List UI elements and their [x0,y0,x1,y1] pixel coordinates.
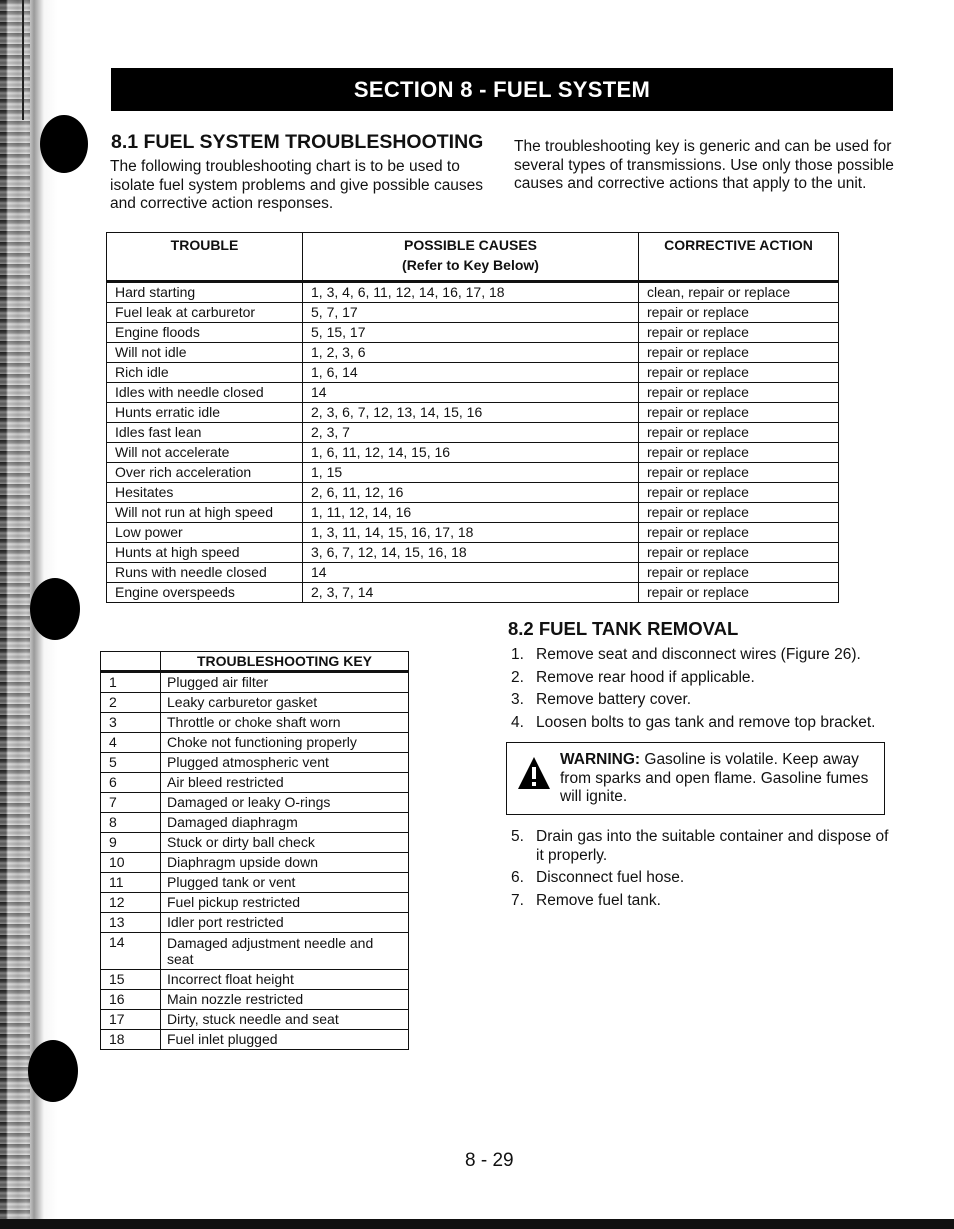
table-row [107,463,839,483]
action-cell: repair or replace [639,483,839,503]
action-cell: repair or replace [639,403,839,423]
action-cell: repair or replace [639,503,839,523]
step-item [511,828,891,865]
key-description: Stuck or dirty ball check [161,833,409,853]
troubleshooting-heading: 8.1 FUEL SYSTEM TROUBLESHOOTING [111,131,484,153]
table-row [107,483,839,503]
column-header-trouble: TROUBLE [107,233,303,282]
key-description: Leaky carburetor gasket [161,693,409,713]
table-row [107,282,839,303]
key-description: Damaged adjustment needle and seat [161,933,409,970]
table-row [107,563,839,583]
trouble-cell: Will not accelerate [107,443,303,463]
fuel-tank-removal-heading: 8.2 FUEL TANK REMOVAL [508,618,739,639]
page-number: 8 - 29 [465,1150,514,1171]
causes-cell: 5, 7, 17 [303,303,639,323]
causes-cell: 1, 11, 12, 14, 16 [303,503,639,523]
key-row [101,733,409,753]
key-description: Plugged atmospheric vent [161,753,409,773]
key-number: 5 [101,753,161,773]
key-number: 18 [101,1030,161,1050]
table-row [107,443,839,463]
trouble-cell: Hunts erratic idle [107,403,303,423]
action-cell: repair or replace [639,583,839,603]
key-header-blank [101,652,161,672]
punch-hole [30,578,80,640]
step-item [511,691,891,710]
key-description: Choke not functioning properly [161,733,409,753]
removal-steps-list-continued [511,828,891,914]
section-header: SECTION 8 - FUEL SYSTEM [111,68,893,111]
troubleshooting-chart-body [107,282,839,603]
causes-cell: 1, 3, 4, 6, 11, 12, 14, 16, 17, 18 [303,282,639,303]
step-number: 6. [511,869,524,886]
action-cell: repair or replace [639,463,839,483]
step-text: Remove rear hood if applicable. [536,668,755,686]
step-text: Remove battery cover. [536,691,692,708]
step-item [511,714,891,733]
step-text: Remove fuel tank. [536,891,661,909]
trouble-cell: Idles with needle closed [107,383,303,403]
scan-bottom-edge [0,1219,954,1229]
step-text: Loosen bolts to gas tank and remove top bracket. [536,713,876,731]
step-item [511,669,891,688]
trouble-cell: Engine overspeeds [107,583,303,603]
key-description: Damaged or leaky O-rings [161,793,409,813]
trouble-cell: Idles fast lean [107,423,303,443]
table-row [107,343,839,363]
key-description: Main nozzle restricted [161,990,409,1010]
key-row [101,773,409,793]
action-cell: repair or replace [639,423,839,443]
trouble-cell: Runs with needle closed [107,563,303,583]
causes-cell: 1, 2, 3, 6 [303,343,639,363]
step-number: 4. [511,713,524,731]
warning-message: Gasoline is volatile. Keep away from sparks and open flame. Gasoline fumes will ignite. [560,751,869,805]
key-description: Plugged air filter [161,672,409,693]
key-number: 16 [101,990,161,1010]
troubleshooting-intro: The following troubleshooting chart is to be used to isolate fuel system problems and give possible causes and corrective action responses. [110,158,484,212]
key-row [101,1030,409,1050]
key-row [101,970,409,990]
troubleshooting-key-note: The troubleshooting key is generic and can be used for several types of transmissions. Use only those possible causes and corrective actions that apply to the unit. [514,138,894,192]
key-number: 2 [101,693,161,713]
key-header: TROUBLESHOOTING KEY [161,652,409,672]
key-row [101,913,409,933]
punch-hole [28,1040,78,1102]
key-number: 15 [101,970,161,990]
causes-header-sub: (Refer to Key Below) [402,257,539,273]
causes-cell: 2, 3, 7 [303,423,639,443]
key-row [101,933,409,970]
step-item [511,646,891,665]
warning-label: WARNING: [560,751,641,768]
key-row [101,813,409,833]
key-number: 10 [101,853,161,873]
causes-cell: 2, 3, 7, 14 [303,583,639,603]
causes-header-label: POSSIBLE CAUSES [403,237,538,253]
step-number: 5. [511,828,524,845]
action-cell: repair or replace [639,383,839,403]
key-description: Diaphragm upside down [161,853,409,873]
key-number: 12 [101,893,161,913]
key-number: 14 [101,933,161,970]
table-row [107,583,839,603]
action-cell: repair or replace [639,323,839,343]
column-header-causes [303,233,639,282]
trouble-cell: Low power [107,523,303,543]
table-row [107,363,839,383]
key-description: Plugged tank or vent [161,873,409,893]
key-number: 3 [101,713,161,733]
key-row [101,853,409,873]
table-row [107,323,839,343]
key-description: Incorrect float height [161,970,409,990]
key-number: 4 [101,733,161,753]
trouble-cell: Rich idle [107,363,303,383]
warning-box-edge [506,743,507,814]
key-number: 9 [101,833,161,853]
causes-cell: 1, 6, 14 [303,363,639,383]
causes-cell: 1, 15 [303,463,639,483]
key-description: Fuel pickup restricted [161,893,409,913]
key-description: Dirty, stuck needle and seat [161,1010,409,1030]
troubleshooting-key-body [101,672,409,1050]
trouble-cell: Will not run at high speed [107,503,303,523]
causes-cell: 2, 3, 6, 7, 12, 13, 14, 15, 16 [303,403,639,423]
trouble-cell: Hunts at high speed [107,543,303,563]
column-header-action: CORRECTIVE ACTION [639,233,839,282]
key-row [101,793,409,813]
key-description: Damaged diaphragm [161,813,409,833]
trouble-cell: Hard starting [107,282,303,303]
table-row [107,523,839,543]
removal-steps-list [511,646,891,736]
table-row [107,303,839,323]
key-description: Fuel inlet plugged [161,1030,409,1050]
action-cell: repair or replace [639,563,839,583]
step-text: Drain gas into the suitable container and dispose of it properly. [536,828,889,864]
causes-cell: 14 [303,563,639,583]
action-cell: clean, repair or replace [639,282,839,303]
key-number: 17 [101,1010,161,1030]
key-description: Air bleed restricted [161,773,409,793]
table-row [107,543,839,563]
step-text: Remove seat and disconnect wires (Figure 26). [536,646,861,663]
action-cell: repair or replace [639,523,839,543]
key-row [101,753,409,773]
key-row [101,990,409,1010]
key-row [101,833,409,853]
troubleshooting-key [100,651,409,1050]
trouble-cell: Fuel leak at carburetor [107,303,303,323]
key-row [101,713,409,733]
step-number: 1. [511,646,524,663]
table-row [107,383,839,403]
step-number: 2. [511,668,524,686]
causes-cell: 2, 6, 11, 12, 16 [303,483,639,503]
key-number: 11 [101,873,161,893]
causes-cell: 1, 3, 11, 14, 15, 16, 17, 18 [303,523,639,543]
step-number: 7. [511,891,524,909]
trouble-cell: Over rich acceleration [107,463,303,483]
action-cell: repair or replace [639,303,839,323]
step-item [511,869,891,888]
key-number: 8 [101,813,161,833]
punch-hole [40,115,88,173]
warning-text [560,751,878,807]
table-row [107,503,839,523]
troubleshooting-chart [106,232,839,603]
key-row [101,893,409,913]
key-description: Idler port restricted [161,913,409,933]
key-row [101,672,409,693]
key-row [101,1010,409,1030]
action-cell: repair or replace [639,363,839,383]
action-cell: repair or replace [639,343,839,363]
key-description: Throttle or choke shaft worn [161,713,409,733]
step-number: 3. [511,691,524,708]
warning-box [506,742,885,815]
trouble-cell: Engine floods [107,323,303,343]
key-row [101,873,409,893]
causes-cell: 1, 6, 11, 12, 14, 15, 16 [303,443,639,463]
causes-cell: 14 [303,383,639,403]
scan-edge-line [22,0,24,120]
step-item [511,892,891,911]
binding-shadow [0,0,30,1229]
table-row [107,423,839,443]
step-text: Disconnect fuel hose. [536,869,685,886]
trouble-cell: Will not idle [107,343,303,363]
key-number: 7 [101,793,161,813]
causes-cell: 5, 15, 17 [303,323,639,343]
trouble-cell: Hesitates [107,483,303,503]
action-cell: repair or replace [639,443,839,463]
key-number: 1 [101,672,161,693]
warning-triangle-icon [516,755,552,791]
key-number: 13 [101,913,161,933]
key-row [101,693,409,713]
action-cell: repair or replace [639,543,839,563]
table-row [107,403,839,423]
causes-cell: 3, 6, 7, 12, 14, 15, 16, 18 [303,543,639,563]
key-number: 6 [101,773,161,793]
